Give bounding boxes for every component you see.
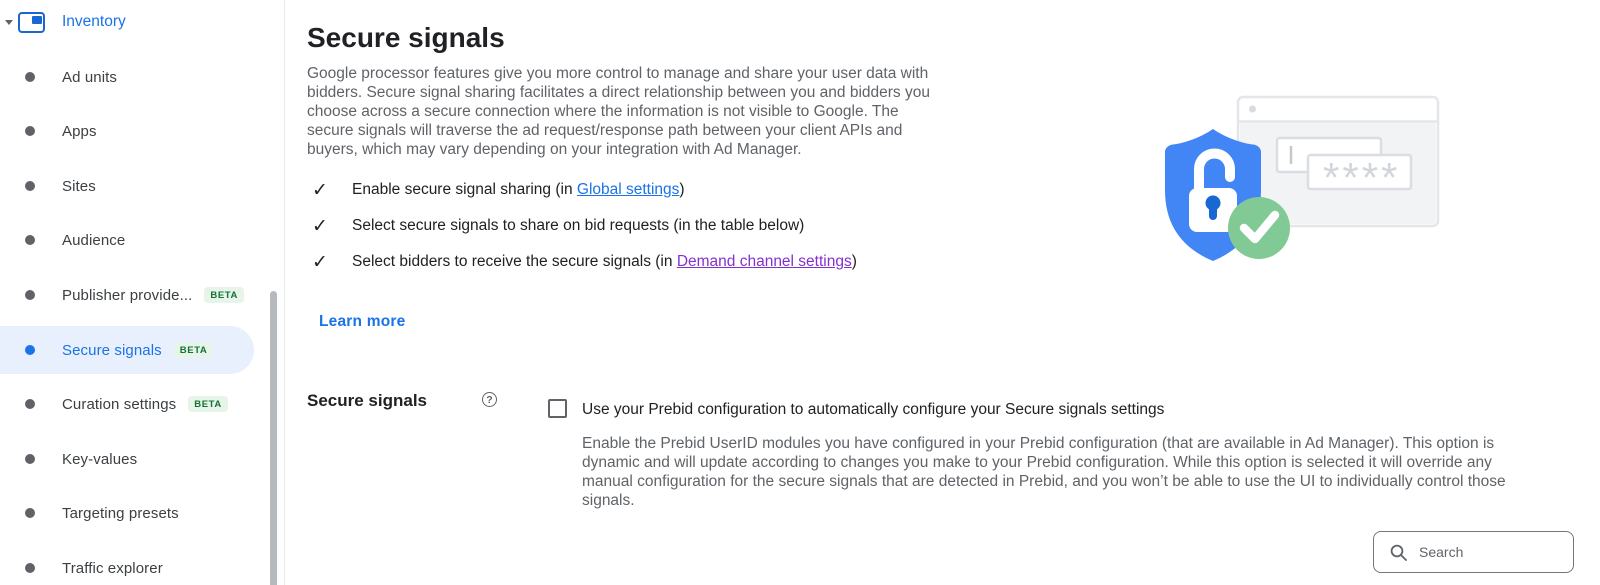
prebid-checkbox-label[interactable]: Use your Prebid configuration to automatically configure your Secure signals settings — [582, 401, 1165, 418]
sidebar-item-label: Curation settings — [62, 395, 177, 413]
window-dot-graphic — [1249, 106, 1256, 113]
inline-link-demand-channel-settings[interactable]: Demand channel settings — [676, 253, 852, 270]
sidebar-item-label: Ad units — [62, 68, 117, 86]
intro-paragraph: Google processor features give you more control to manage and share your user data with bidders. Secure signal sharing facilitates a direct relationship between you and bidders you choose across a secure connection where the information is not visible to Google. The secure signals will traverse the ad request/response path between your client APIs and buyers, which may vary depending on your integration with Ad Manager. — [307, 65, 930, 158]
sidebar-item-sites[interactable] — [0, 162, 285, 210]
sidebar-item-traffic-explorer[interactable] — [0, 544, 285, 585]
bullet-icon — [25, 126, 35, 136]
bullet-icon — [25, 290, 35, 300]
inventory-icon — [18, 12, 45, 33]
setup-checklist — [312, 172, 857, 280]
search-input[interactable] — [1419, 544, 1549, 560]
sidebar-item-label: Key-values — [62, 450, 138, 468]
beta-badge: BETA — [174, 342, 214, 358]
learn-more-link[interactable]: Learn more — [319, 313, 406, 330]
page-title: Secure signals — [307, 22, 505, 53]
check-badge-icon — [1228, 197, 1290, 259]
prebid-description: Enable the Prebid UserID modules you have configured in your Prebid configuration (that are available in Ad Manager). This option is dynamic and will update according to changes you make to your Prebid configuration. While this option is selected it will override any manual configuration for the secure signals that are detected in Prebid, and you won’t be able to use the UI to individually control those signals. — [582, 435, 1506, 509]
chevron-down-icon[interactable] — [5, 20, 13, 25]
sidebar-item-label: Traffic explorer — [62, 559, 163, 577]
bullet-icon — [25, 345, 35, 355]
bullet-icon — [25, 454, 35, 464]
bullet-icon — [25, 181, 35, 191]
help-icon[interactable]: ? — [482, 392, 497, 407]
sidebar-item-label: Secure signals — [62, 341, 162, 359]
sidebar-item-audience[interactable] — [0, 216, 285, 264]
checklist-text: Select secure signals to share on bid requests (in the table below) — [352, 217, 805, 234]
checklist-row — [312, 244, 857, 280]
checklist-row — [312, 172, 857, 208]
checklist-text: Enable secure signal sharing (in Global settings) — [352, 181, 685, 198]
sidebar-item-secure-signals[interactable] — [0, 326, 254, 374]
sidebar-item-targeting-presets[interactable] — [0, 489, 285, 537]
inventory-icon-square — [32, 16, 42, 24]
sidebar-item-label: Audience — [62, 231, 126, 249]
sidebar-scrollbar-thumb[interactable] — [270, 291, 277, 585]
search-icon — [1390, 544, 1407, 561]
prebid-checkbox[interactable] — [548, 399, 567, 418]
bullet-icon — [25, 235, 35, 245]
inline-link-global-settings[interactable]: Global settings — [576, 181, 680, 198]
sidebar — [0, 0, 285, 585]
beta-badge: BETA — [204, 287, 244, 303]
bullet-icon — [25, 563, 35, 573]
checkmark-icon: ✓ — [312, 215, 328, 237]
sidebar-item-ad-units[interactable] — [0, 53, 285, 101]
bullet-icon — [25, 72, 35, 82]
checklist-row — [312, 208, 857, 244]
sidebar-item-label: Publisher provide... — [62, 286, 193, 304]
bullet-icon — [25, 399, 35, 409]
settings-section-label: Secure signals — [307, 391, 428, 410]
checklist-text: Select bidders to receive the secure signals (in Demand channel settings) — [352, 253, 857, 270]
checkmark-icon: ✓ — [312, 251, 328, 273]
sidebar-item-publisher-provide[interactable] — [0, 271, 285, 319]
search-box[interactable] — [1373, 531, 1574, 573]
sidebar-item-label: Sites — [62, 177, 96, 195]
sidebar-item-curation-settings[interactable] — [0, 380, 285, 428]
sidebar-item-inventory[interactable] — [0, 2, 285, 42]
secure-signals-illustration — [1135, 88, 1445, 270]
sidebar-item-apps[interactable] — [0, 107, 285, 155]
bullet-icon — [25, 508, 35, 518]
sidebar-section-label: Inventory — [62, 13, 126, 30]
sidebar-item-label: Apps — [62, 122, 97, 140]
sidebar-item-label: Targeting presets — [62, 504, 179, 522]
beta-badge: BETA — [188, 396, 228, 412]
sidebar-item-key-values[interactable] — [0, 435, 285, 483]
password-mask-text: **** — [1323, 154, 1401, 201]
password-field-graphic — [1308, 154, 1411, 201]
checkmark-icon: ✓ — [312, 179, 328, 201]
